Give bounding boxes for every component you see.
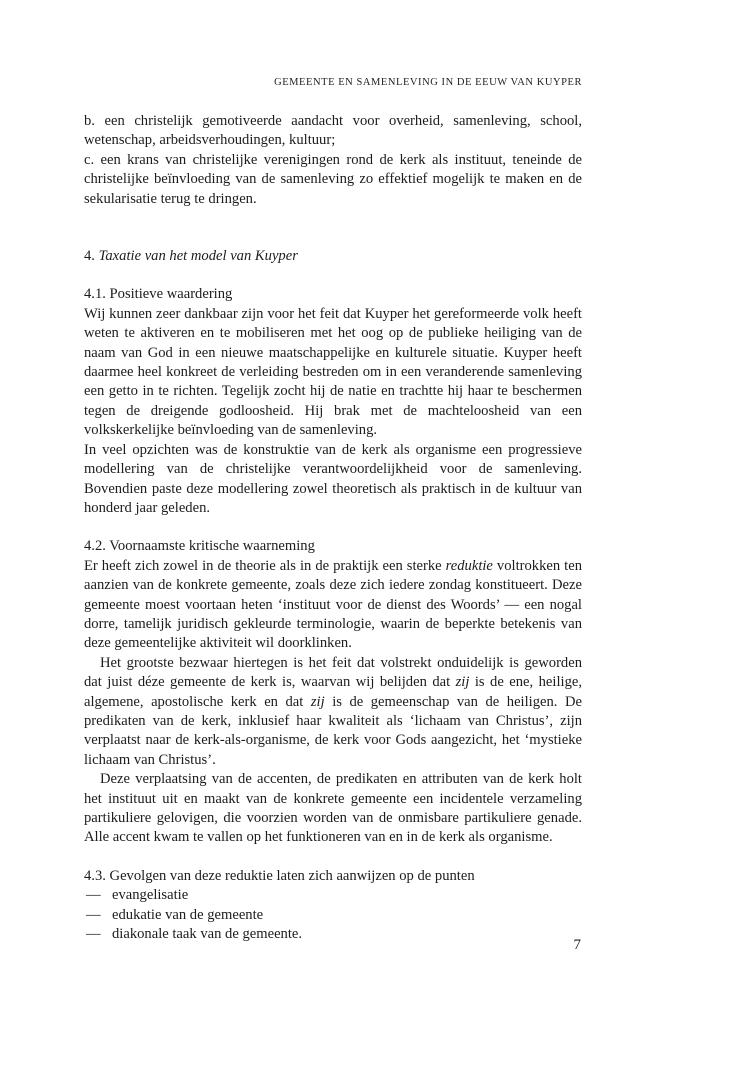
section-4-2-para-1 [84, 557, 582, 654]
text-run: is de ene, heilige, algemene, apostolische kerk en dat [84, 674, 582, 710]
emphasis-zij: zij [455, 674, 470, 691]
section-4-1-para-1: Wij kunnen zeer dankbaar zijn voor het feit dat Kuyper het gereformeerde volk heeft weten te aktiveren en te mobiliseren met het oog op de publieke heiliging van de naam van God in een nieuwe maatschappelijke en kulturele situatie. Kuyper heeft daarmee heel konkreet de verleiding bestreden om in een veranderende samenleving een getto in te richten. Tegelijk zocht hij de natie en trachtte hij haar te beschermen tegen de dreigende godloosheid. Hij brak met de machteloosheid van een volkskerkelijke beïnvloeding van de samenleving. [84, 305, 582, 439]
emphasis-zij: zij [310, 693, 325, 710]
text-run: Er heeft zich zowel in de theorie als in de praktijk een sterke [84, 557, 446, 574]
running-header: GEMEENTE EN SAMENLEVING IN DE EEUW VAN KUYPER [274, 77, 582, 88]
list-item-b: b. een christelijk gemotiveerde aandacht voor overheid, samenleving, school, wetenschap, arbeidsverhoudingen, kultuur; [84, 113, 582, 149]
section-4-heading [84, 247, 582, 266]
section-4-number: 4. [84, 248, 95, 265]
dash-item-text: evangelisatie [112, 887, 189, 904]
section-4-3-intro: 4.3. Gevolgen van deze reduktie laten zich aanwijzen op de punten [84, 867, 475, 884]
page-body [84, 112, 582, 944]
dash-list-item [84, 906, 582, 925]
section-4-1-para-2: In veel opzichten was de konstruktie van de kerk als organisme een progressieve modellering van de christelijke verantwoordelijkheid voor de samenleving. Bovendien paste deze modellering zowel theoretisch als praktisch in de kultuur van honderd jaar geleden. [84, 441, 582, 516]
dash-item-text: diakonale taak van de gemeente. [112, 926, 303, 943]
dash-list-item [84, 886, 582, 905]
text-run: Het grootste bezwaar hiertegen is het feit dat volstrekt onduidelijk is geworden dat juist déze gemeente de kerk is, waarvan wij belijden dat [84, 654, 582, 691]
section-4-2-heading: 4.2. Voornaamste kritische waarneming [84, 538, 315, 555]
section-4-title: Taxatie van het model van Kuyper [98, 248, 298, 265]
dash-mark: — [86, 887, 101, 904]
section-4-2-para-2 [84, 654, 582, 770]
dash-item-text: edukatie van de gemeente [112, 906, 264, 923]
section-4-1-heading: 4.1. Positieve waardering [84, 286, 233, 303]
section-4-2-para-3: Deze verplaatsing van de accenten, de predikaten en attributen van de kerk holt het instituut uit en maakt van de konkrete gemeente een incidentele verzameling partikuliere gelovigen, die voorzien worden van de onmisbare partikuliere genade. Alle accent kwam te vallen op het funktioneren van en in de kerk als organisme. [84, 771, 582, 846]
text-run: is de gemeenschap van de heiligen. De predikaten van de kerk, inklusief haar kwaliteit als ‘lichaam van Christus’, zijn verplaatst naar de kerk-als-organisme, de kerk voor Gods aangezicht, het ‘mystieke lichaam van Christus’. [84, 693, 582, 768]
dash-list-item [84, 925, 582, 944]
dash-mark: — [86, 926, 101, 943]
text-run: voltrokken ten aanzien van de konkrete gemeente, zoals deze zich iedere zondag konstitueert. Deze gemeente moest voortaan heten ‘instituut voor de dienst des Woords’ — een nogal dorre, tamelijk juridisch gekleurde terminologie, waarin de beperkte betekenis van deze gemeentelijke aktiviteit wil doorklinken. [84, 557, 582, 652]
list-item-c: c. een krans van christelijke verenigingen rond de kerk als instituut, teneinde de christelijke beïnvloeding van de samenleving zo effektief mogelijk te maken en de sekularisatie terug te dringen. [84, 151, 582, 207]
emphasis-reduktie: reduktie [445, 557, 493, 574]
page-number: 7 [573, 937, 581, 953]
dash-mark: — [86, 906, 101, 923]
